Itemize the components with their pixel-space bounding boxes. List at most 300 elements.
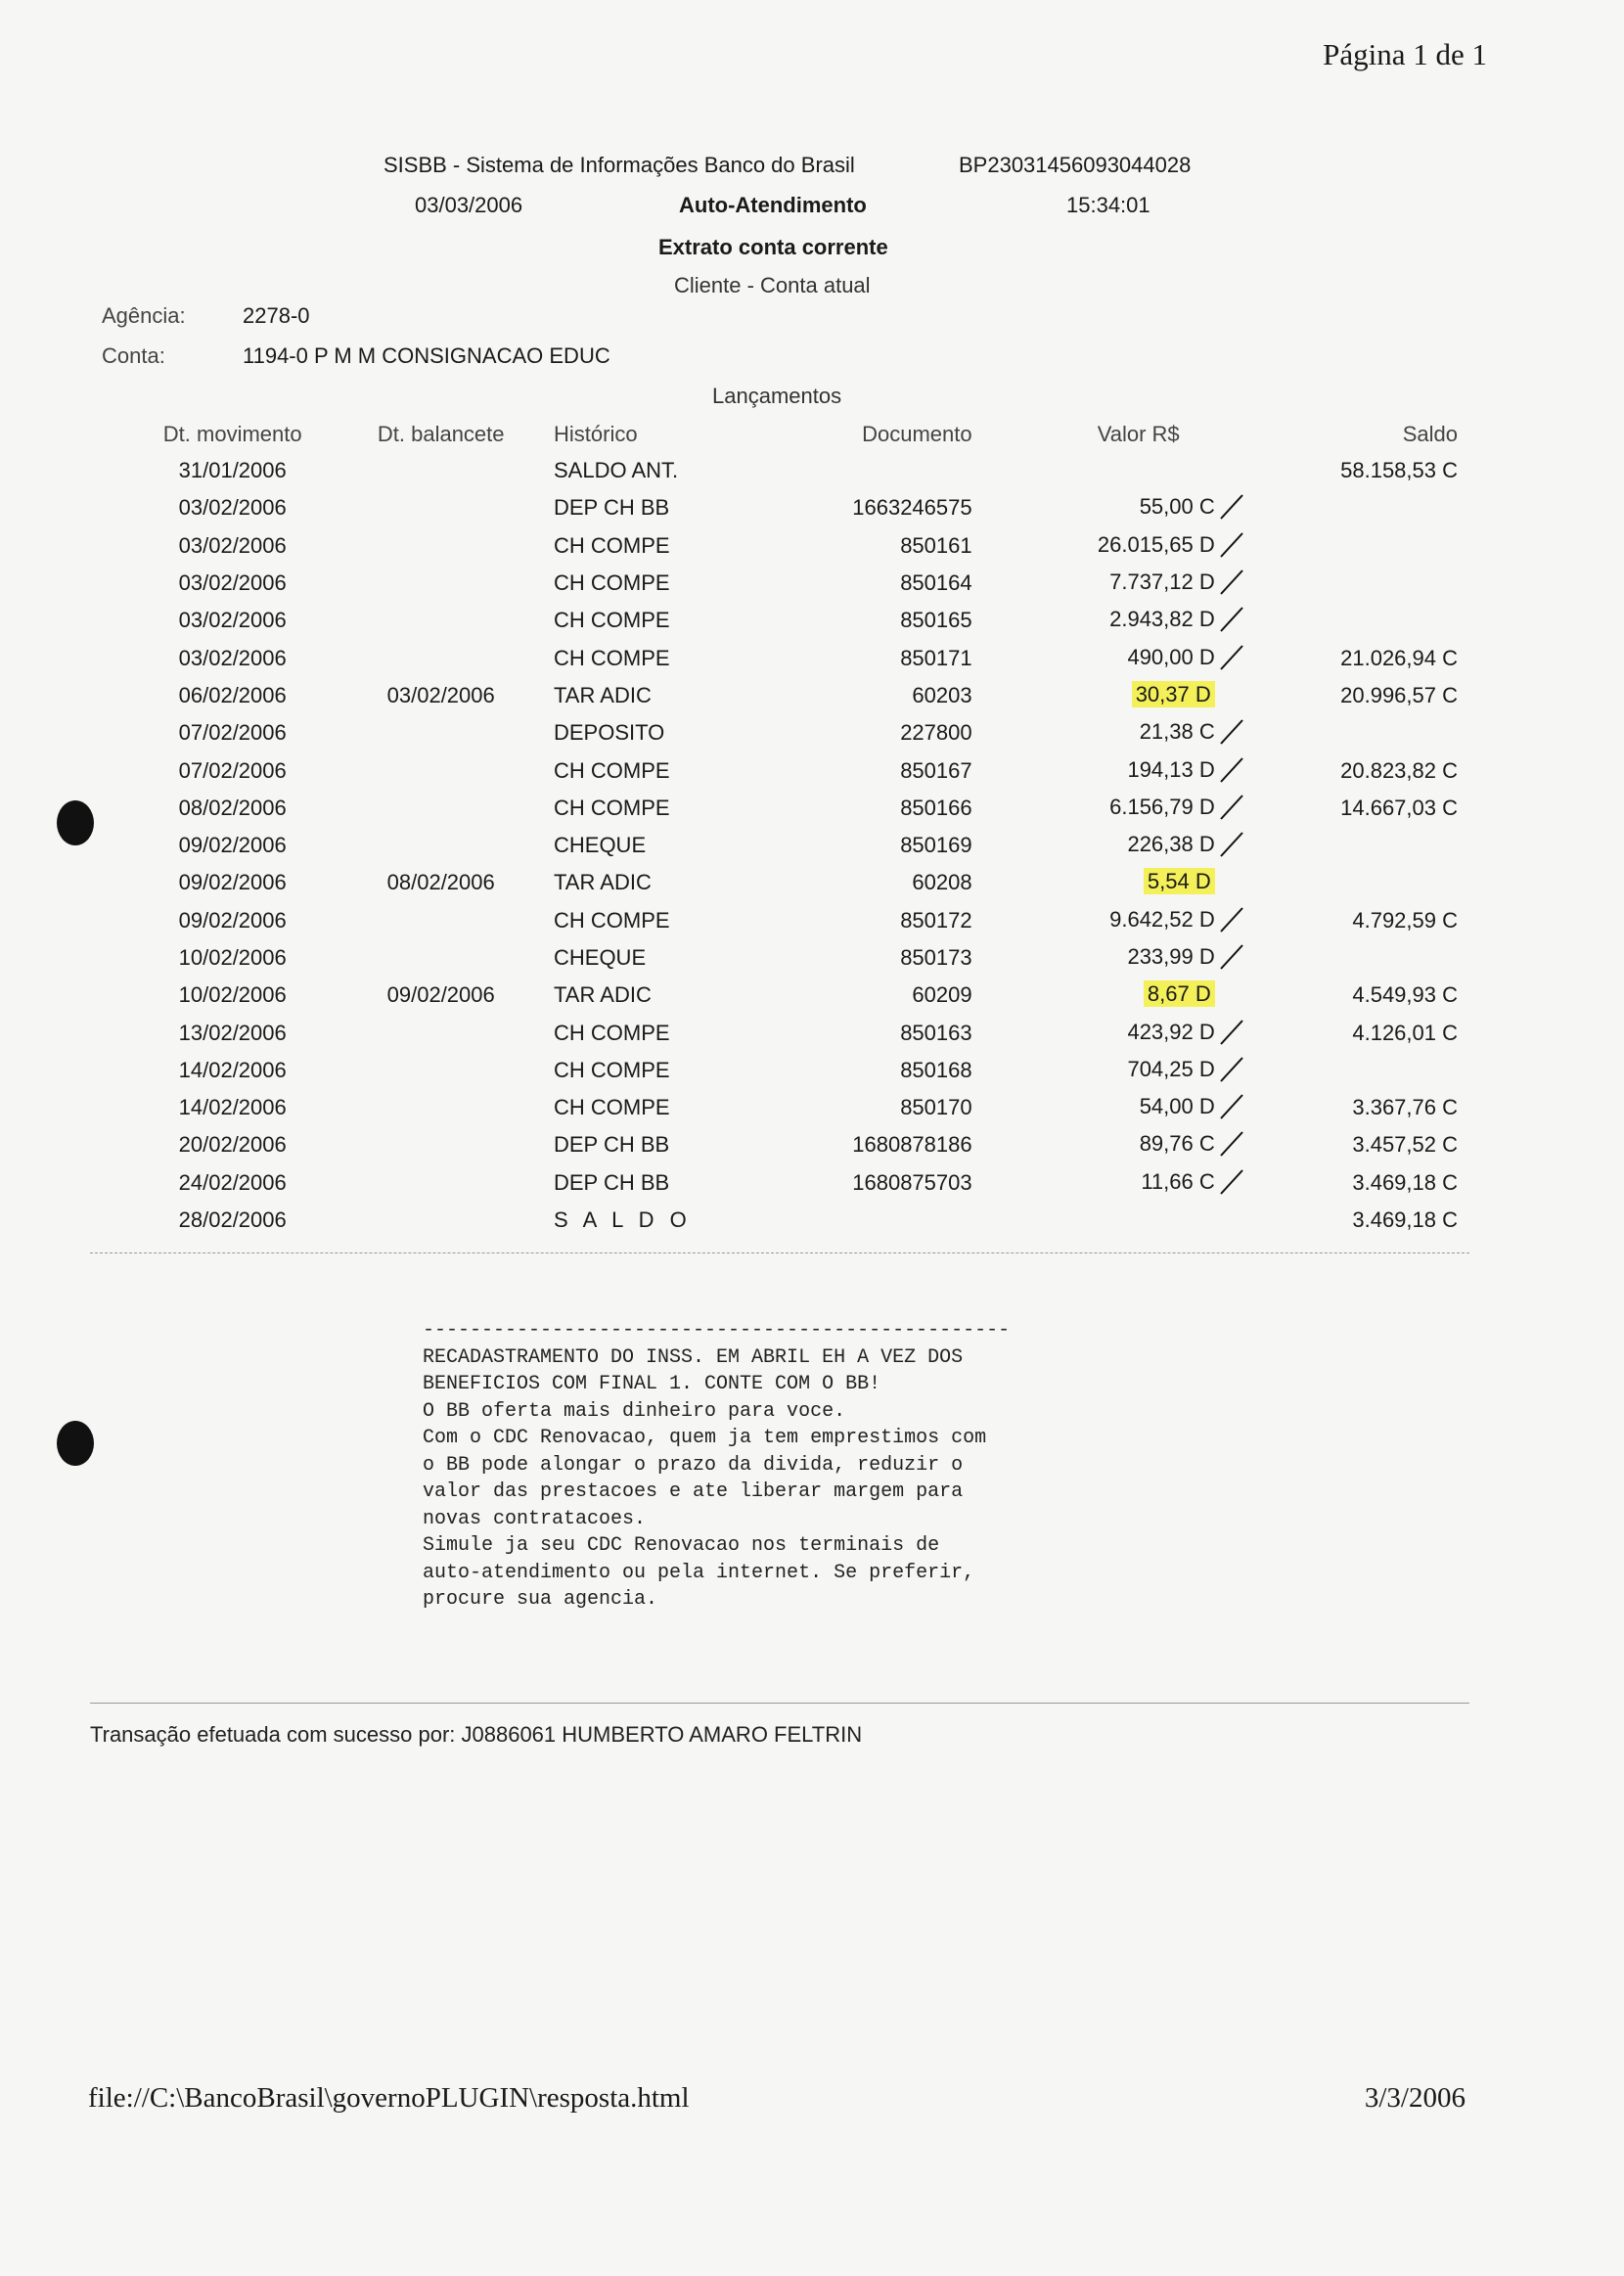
- table-row: [117, 602, 1458, 639]
- historico-cell: [534, 939, 811, 977]
- saldo-cell: [1246, 902, 1458, 939]
- col-dt-movimento: Dt. movimento: [162, 422, 302, 446]
- documento-cell: [811, 902, 972, 939]
- valor-cell: [972, 452, 1246, 489]
- dt-movimento-cell: [117, 1089, 347, 1126]
- header-date: 03/03/2006: [415, 193, 523, 217]
- dt-balancete-cell: [347, 1089, 534, 1126]
- dt-movimento-cell: [117, 1052, 347, 1089]
- section-title: Lançamentos: [712, 384, 842, 408]
- documento-cell: [811, 790, 972, 827]
- valor-cell-text: 30,37 D: [1132, 681, 1215, 707]
- page-number: Página 1 de 1: [1323, 37, 1487, 71]
- valor-cell-text: 5,54 D: [1144, 868, 1215, 894]
- system-name: SISBB - Sistema de Informações Banco do Brasil: [383, 153, 855, 177]
- saldo-cell-text: 14.667,03 C: [1340, 795, 1458, 820]
- valor-cell: [972, 902, 1246, 939]
- documento-cell: [811, 714, 972, 751]
- dt-movimento-cell-text: 14/02/2006: [178, 1095, 287, 1120]
- valor-cell-text: 226,38 D: [1127, 831, 1215, 856]
- historico-cell: [534, 714, 811, 751]
- historico-cell-text: CHEQUE: [554, 945, 647, 970]
- dt-movimento-cell: [117, 489, 347, 526]
- table-row: [117, 527, 1458, 565]
- check-mark-icon: [1217, 531, 1246, 561]
- dt-balancete-cell: [347, 639, 534, 676]
- table-bottom-divider: [90, 1252, 1469, 1253]
- dt-movimento-cell: [117, 902, 347, 939]
- valor-cell: [972, 864, 1246, 901]
- dt-movimento-cell-text: 03/02/2006: [178, 532, 287, 558]
- check-mark-icon: [1217, 1168, 1246, 1198]
- historico-cell-text: S A L D O: [554, 1207, 692, 1233]
- transaction-status: Transação efetuada com sucesso por: J0886061 HUMBERTO AMARO FELTRIN: [90, 1722, 863, 1747]
- documento-cell-text: 60208: [912, 870, 972, 895]
- saldo-cell: [1246, 452, 1458, 489]
- documento-cell-text: 850163: [900, 1020, 972, 1045]
- dt-movimento-cell-text: 03/02/2006: [178, 645, 287, 670]
- historico-cell-text: DEPOSITO: [554, 720, 665, 746]
- table-row: [117, 977, 1458, 1014]
- col-historico: Histórico: [554, 422, 638, 446]
- documento-cell-text: 850167: [900, 757, 972, 783]
- dt-balancete-cell: [347, 1052, 534, 1089]
- valor-cell-text: 423,92 D: [1127, 1019, 1215, 1044]
- dt-balancete-cell: [347, 452, 534, 489]
- saldo-cell: [1246, 1089, 1458, 1126]
- saldo-cell: [1246, 939, 1458, 977]
- documento-cell-text: 227800: [900, 720, 972, 746]
- historico-cell: [534, 1089, 811, 1126]
- historico-cell: [534, 565, 811, 602]
- check-mark-icon: [1217, 1130, 1246, 1160]
- dt-movimento-cell: [117, 639, 347, 676]
- saldo-cell-text: 20.996,57 C: [1340, 682, 1458, 707]
- check-mark-icon: [1217, 756, 1246, 786]
- historico-cell-text: CH COMPE: [554, 645, 670, 670]
- dt-balancete-cell: [347, 677, 534, 714]
- table-row: [117, 1164, 1458, 1202]
- message-divider: --------------------------------------------------: [423, 1319, 1011, 1342]
- documento-cell: [811, 602, 972, 639]
- statement-subtitle: Cliente - Conta atual: [674, 273, 871, 297]
- valor-cell: [972, 827, 1246, 864]
- saldo-cell-text: 3.469,18 C: [1352, 1169, 1458, 1195]
- documento-cell-text: 1680875703: [852, 1169, 972, 1195]
- historico-cell: [534, 1126, 811, 1163]
- historico-cell-text: CH COMPE: [554, 1095, 670, 1120]
- historico-cell-text: SALDO ANT.: [554, 458, 679, 483]
- valor-cell: [972, 1164, 1246, 1202]
- table-row: [117, 489, 1458, 526]
- dt-balancete-cell: [347, 602, 534, 639]
- check-mark-icon: [1217, 606, 1246, 635]
- dt-movimento-cell-text: 13/02/2006: [178, 1020, 287, 1045]
- documento-cell: [811, 639, 972, 676]
- valor-cell-text: 26.015,65 D: [1097, 531, 1215, 557]
- dt-movimento-cell: [117, 677, 347, 714]
- historico-cell-text: DEP CH BB: [554, 1132, 670, 1158]
- historico-cell: [534, 977, 811, 1014]
- saldo-cell: [1246, 565, 1458, 602]
- historico-cell: [534, 639, 811, 676]
- historico-cell-text: TAR ADIC: [554, 870, 652, 895]
- documento-cell-text: 1663246575: [852, 495, 972, 521]
- historico-cell-text: CH COMPE: [554, 907, 670, 933]
- valor-cell-text: 55,00 C: [1139, 494, 1215, 520]
- valor-cell: [972, 977, 1246, 1014]
- dt-movimento-cell-text: 14/02/2006: [178, 1057, 287, 1082]
- message-line: BENEFICIOS COM FINAL 1. CONTE COM O BB!: [423, 1373, 881, 1395]
- historico-cell-text: CH COMPE: [554, 757, 670, 783]
- dt-balancete-cell: [347, 939, 534, 977]
- dt-movimento-cell-text: 31/01/2006: [178, 458, 287, 483]
- dt-balancete-cell-text: 09/02/2006: [386, 982, 495, 1008]
- dt-balancete-cell: [347, 864, 534, 901]
- header-time: 15:34:01: [1066, 193, 1150, 217]
- valor-cell-text: 11,66 C: [1141, 1168, 1215, 1194]
- historico-cell: [534, 677, 811, 714]
- saldo-cell-text: 4.792,59 C: [1352, 907, 1458, 933]
- dt-movimento-cell-text: 09/02/2006: [178, 833, 287, 858]
- historico-cell: [534, 1014, 811, 1051]
- historico-cell: [534, 751, 811, 789]
- saldo-cell: [1246, 864, 1458, 901]
- documento-cell: [811, 452, 972, 489]
- historico-cell-text: CH COMPE: [554, 1020, 670, 1045]
- historico-cell-text: CH COMPE: [554, 1057, 670, 1082]
- valor-cell-text: 2.943,82 D: [1109, 607, 1215, 632]
- documento-cell-text: 60209: [912, 982, 972, 1008]
- saldo-cell-text: 58.158,53 C: [1340, 458, 1458, 483]
- dt-movimento-cell-text: 09/02/2006: [178, 870, 287, 895]
- documento-cell: [811, 1089, 972, 1126]
- documento-cell: [811, 864, 972, 901]
- historico-cell: [534, 864, 811, 901]
- agency-label: Agência:: [102, 303, 186, 328]
- historico-cell-text: CH COMPE: [554, 570, 670, 596]
- historico-cell: [534, 1052, 811, 1089]
- documento-cell-text: 60203: [912, 682, 972, 707]
- saldo-cell: [1246, 527, 1458, 565]
- valor-cell-text: 6.156,79 D: [1109, 794, 1215, 819]
- table-row: [117, 452, 1458, 489]
- historico-cell-text: CH COMPE: [554, 608, 670, 633]
- dt-movimento-cell-text: 09/02/2006: [178, 907, 287, 933]
- documento-cell: [811, 565, 972, 602]
- dt-movimento-cell: [117, 527, 347, 565]
- col-documento: Documento: [862, 422, 972, 446]
- document-code: BP23031456093044028: [959, 153, 1192, 177]
- check-mark-icon: [1217, 644, 1246, 673]
- col-dt-balancete: Dt. balancete: [377, 422, 505, 446]
- dt-movimento-cell-text: 06/02/2006: [178, 682, 287, 707]
- dt-movimento-cell-text: 07/02/2006: [178, 720, 287, 746]
- valor-cell: [972, 751, 1246, 789]
- dt-balancete-cell: [347, 1202, 534, 1239]
- dt-movimento-cell: [117, 864, 347, 901]
- documento-cell-text: 850161: [900, 532, 972, 558]
- historico-cell: [534, 527, 811, 565]
- documento-cell: [811, 1014, 972, 1051]
- documento-cell-text: 850172: [900, 907, 972, 933]
- documento-cell: [811, 527, 972, 565]
- historico-cell: [534, 902, 811, 939]
- valor-cell: [972, 1126, 1246, 1163]
- table-row: [117, 902, 1458, 939]
- table-row: [117, 1052, 1458, 1089]
- valor-cell-text: 9.642,52 D: [1109, 906, 1215, 932]
- dt-balancete-cell: [347, 790, 534, 827]
- account-label: Conta:: [102, 343, 165, 368]
- dt-balancete-cell: [347, 714, 534, 751]
- message-line: novas contratacoes.: [423, 1507, 647, 1530]
- table-row: [117, 939, 1458, 977]
- agency-value: 2278-0: [243, 303, 310, 328]
- historico-cell: [534, 790, 811, 827]
- message-line: valor das prestacoes e ate liberar margem para: [423, 1480, 964, 1503]
- dt-balancete-cell: [347, 489, 534, 526]
- documento-cell-text: 850170: [900, 1095, 972, 1120]
- dt-movimento-cell: [117, 602, 347, 639]
- check-mark-icon: [1217, 943, 1246, 973]
- message-line: O BB oferta mais dinheiro para voce.: [423, 1399, 846, 1423]
- table-header-row: [117, 417, 1458, 452]
- bank-message: [423, 1317, 1010, 1614]
- footer-divider: [90, 1703, 1469, 1704]
- valor-cell-text: 490,00 D: [1127, 644, 1215, 669]
- check-mark-icon: [1217, 681, 1246, 710]
- valor-cell: [972, 1052, 1246, 1089]
- valor-cell-text: 7.737,12 D: [1109, 569, 1215, 594]
- check-mark-icon: [1217, 980, 1246, 1010]
- valor-cell-text: 704,25 D: [1127, 1056, 1215, 1081]
- dt-movimento-cell: [117, 1164, 347, 1202]
- dt-balancete-cell: [347, 527, 534, 565]
- valor-cell: [972, 1089, 1246, 1126]
- dt-movimento-cell: [117, 827, 347, 864]
- dt-balancete-cell-text: 03/02/2006: [386, 682, 495, 707]
- saldo-cell-text: 3.469,18 C: [1352, 1207, 1458, 1233]
- check-mark-icon: [1217, 493, 1246, 523]
- dt-movimento-cell: [117, 1014, 347, 1051]
- saldo-cell: [1246, 977, 1458, 1014]
- account-value: 1194-0 P M M CONSIGNACAO EDUC: [243, 343, 610, 368]
- documento-cell-text: 850171: [900, 645, 972, 670]
- valor-cell-text: 21,38 C: [1139, 719, 1215, 745]
- check-mark-icon: [1217, 569, 1246, 598]
- valor-cell: [972, 1014, 1246, 1051]
- message-line: Com o CDC Renovacao, quem ja tem emprestimos com: [423, 1427, 987, 1449]
- print-date: 3/3/2006: [1364, 2082, 1466, 2114]
- statement-title: Extrato conta corrente: [658, 235, 888, 259]
- historico-cell: [534, 827, 811, 864]
- dt-movimento-cell: [117, 939, 347, 977]
- dt-movimento-cell-text: 03/02/2006: [178, 608, 287, 633]
- check-mark-icon: [1217, 1206, 1246, 1235]
- documento-cell: [811, 827, 972, 864]
- dt-movimento-cell-text: 08/02/2006: [178, 795, 287, 820]
- valor-cell: [972, 527, 1246, 565]
- dt-balancete-cell-text: 08/02/2006: [386, 870, 495, 895]
- check-mark-icon: [1217, 456, 1246, 485]
- historico-cell: [534, 602, 811, 639]
- table-row: [117, 827, 1458, 864]
- valor-cell-text: 54,00 D: [1139, 1094, 1215, 1118]
- historico-cell-text: CH COMPE: [554, 795, 670, 820]
- file-path: file://C:\BancoBrasil\governoPLUGIN\resposta.html: [88, 2082, 690, 2114]
- valor-cell-text: 8,67 D: [1144, 980, 1215, 1007]
- saldo-cell-text: 4.549,93 C: [1352, 982, 1458, 1008]
- saldo-cell: [1246, 790, 1458, 827]
- dt-balancete-cell: [347, 977, 534, 1014]
- historico-cell-text: DEP CH BB: [554, 495, 670, 521]
- table-row: [117, 565, 1458, 602]
- saldo-cell-text: 21.026,94 C: [1340, 645, 1458, 670]
- check-mark-icon: [1217, 906, 1246, 935]
- dt-movimento-cell-text: 03/02/2006: [178, 495, 287, 521]
- dt-balancete-cell: [347, 1126, 534, 1163]
- table-row: [117, 1014, 1458, 1051]
- documento-cell: [811, 1202, 972, 1239]
- table-row: [117, 1126, 1458, 1163]
- historico-cell-text: DEP CH BB: [554, 1169, 670, 1195]
- saldo-cell: [1246, 1202, 1458, 1239]
- historico-cell: [534, 1164, 811, 1202]
- dt-balancete-cell: [347, 902, 534, 939]
- dt-movimento-cell: [117, 1202, 347, 1239]
- check-mark-icon: [1217, 1093, 1246, 1122]
- documento-cell: [811, 939, 972, 977]
- documento-cell-text: 850169: [900, 833, 972, 858]
- saldo-cell-text: 3.457,52 C: [1352, 1132, 1458, 1158]
- message-line: auto-atendimento ou pela internet. Se preferir,: [423, 1561, 975, 1584]
- valor-cell: [972, 677, 1246, 714]
- check-mark-icon: [1217, 868, 1246, 897]
- table-row: [117, 1089, 1458, 1126]
- dt-movimento-cell-text: 07/02/2006: [178, 757, 287, 783]
- table-row: [117, 677, 1458, 714]
- check-mark-icon: [1217, 831, 1246, 860]
- saldo-cell: [1246, 489, 1458, 526]
- saldo-cell: [1246, 677, 1458, 714]
- historico-cell-text: TAR ADIC: [554, 682, 652, 707]
- documento-cell-text: 850166: [900, 795, 972, 820]
- valor-cell-text: 194,13 D: [1127, 756, 1215, 782]
- message-line: RECADASTRAMENTO DO INSS. EM ABRIL EH A VEZ DOS: [423, 1345, 964, 1369]
- dt-balancete-cell: [347, 1014, 534, 1051]
- saldo-cell: [1246, 1126, 1458, 1163]
- documento-cell: [811, 677, 972, 714]
- dt-movimento-cell: [117, 452, 347, 489]
- documento-cell: [811, 1052, 972, 1089]
- historico-cell: [534, 1202, 811, 1239]
- valor-cell-text: 89,76 C: [1139, 1131, 1215, 1157]
- saldo-cell: [1246, 602, 1458, 639]
- valor-cell: [972, 639, 1246, 676]
- table-row: [117, 714, 1458, 751]
- dt-movimento-cell-text: 03/02/2006: [178, 570, 287, 596]
- check-mark-icon: [1217, 718, 1246, 748]
- documento-cell: [811, 1164, 972, 1202]
- documento-cell: [811, 751, 972, 789]
- dt-movimento-cell-text: 10/02/2006: [178, 982, 287, 1008]
- historico-cell: [534, 489, 811, 526]
- saldo-cell-text: 20.823,82 C: [1340, 757, 1458, 783]
- saldo-cell: [1246, 714, 1458, 751]
- historico-cell: [534, 452, 811, 489]
- dt-movimento-cell: [117, 714, 347, 751]
- saldo-cell: [1246, 1052, 1458, 1089]
- message-line: o BB pode alongar o prazo da divida, reduzir o: [423, 1453, 964, 1477]
- saldo-cell-text: 3.367,76 C: [1352, 1095, 1458, 1120]
- message-line: Simule ja seu CDC Renovacao nos terminais de: [423, 1534, 940, 1557]
- saldo-cell: [1246, 827, 1458, 864]
- valor-cell: [972, 1202, 1246, 1239]
- saldo-cell: [1246, 639, 1458, 676]
- valor-cell-text: 233,99 D: [1127, 943, 1215, 969]
- table-row: [117, 864, 1458, 901]
- dt-movimento-cell-text: 10/02/2006: [178, 945, 287, 970]
- documento-cell-text: 850168: [900, 1057, 972, 1082]
- table-row: [117, 639, 1458, 676]
- documento-cell-text: 1680878186: [852, 1132, 972, 1158]
- col-valor: Valor R$: [1097, 422, 1180, 446]
- check-mark-icon: [1217, 794, 1246, 823]
- punch-hole: [57, 800, 94, 845]
- valor-cell: [972, 489, 1246, 526]
- message-line: procure sua agencia.: [423, 1588, 658, 1611]
- saldo-cell-text: 4.126,01 C: [1352, 1020, 1458, 1045]
- dt-balancete-cell: [347, 827, 534, 864]
- valor-cell: [972, 714, 1246, 751]
- documento-cell: [811, 1126, 972, 1163]
- table-row: [117, 790, 1458, 827]
- valor-cell: [972, 939, 1246, 977]
- dt-movimento-cell-text: 24/02/2006: [178, 1169, 287, 1195]
- documento-cell: [811, 977, 972, 1014]
- documento-cell-text: 850173: [900, 945, 972, 970]
- table-row: [117, 751, 1458, 789]
- check-mark-icon: [1217, 1056, 1246, 1085]
- dt-movimento-cell: [117, 565, 347, 602]
- valor-cell: [972, 602, 1246, 639]
- dt-movimento-cell: [117, 977, 347, 1014]
- saldo-cell: [1246, 1014, 1458, 1051]
- saldo-cell: [1246, 751, 1458, 789]
- table-row: [117, 1202, 1458, 1239]
- dt-movimento-cell-text: 20/02/2006: [178, 1132, 287, 1158]
- documento-cell-text: 850164: [900, 570, 972, 596]
- col-saldo: Saldo: [1402, 422, 1458, 446]
- historico-cell-text: CH COMPE: [554, 532, 670, 558]
- punch-hole: [57, 1421, 94, 1466]
- check-mark-icon: [1217, 1019, 1246, 1048]
- dt-movimento-cell-text: 28/02/2006: [178, 1207, 287, 1233]
- documento-cell: [811, 489, 972, 526]
- dt-movimento-cell: [117, 1126, 347, 1163]
- dt-movimento-cell: [117, 790, 347, 827]
- valor-cell: [972, 790, 1246, 827]
- valor-cell: [972, 565, 1246, 602]
- saldo-cell: [1246, 1164, 1458, 1202]
- header-mode: Auto-Atendimento: [679, 193, 867, 217]
- documento-cell-text: 850165: [900, 608, 972, 633]
- historico-cell-text: CHEQUE: [554, 833, 647, 858]
- historico-cell-text: TAR ADIC: [554, 982, 652, 1008]
- dt-movimento-cell: [117, 751, 347, 789]
- dt-balancete-cell: [347, 1164, 534, 1202]
